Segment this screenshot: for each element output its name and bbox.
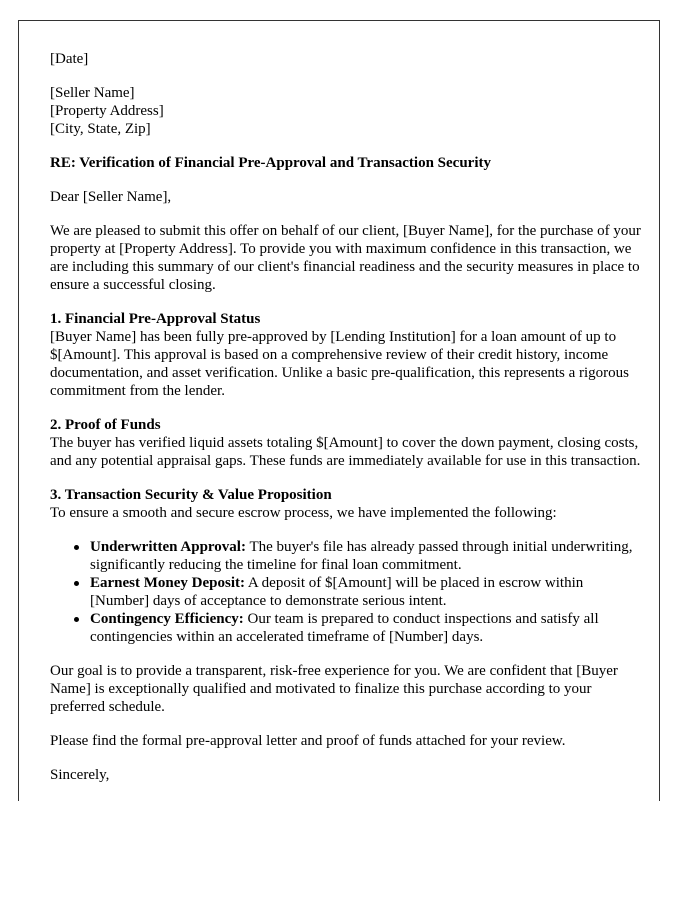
list-item: [90, 610, 645, 646]
section-heading: 3. Transaction Security & Value Proposition: [50, 487, 332, 503]
section-transaction-security: [50, 486, 645, 522]
list-item-title: Earnest Money Deposit:: [90, 575, 245, 591]
security-measures-list: [50, 538, 645, 646]
letter-date: [Date]: [50, 51, 89, 67]
section-body: To ensure a smooth and secure escrow process, we have implemented the following:: [50, 505, 557, 521]
closing: Sincerely,: [50, 767, 110, 783]
section-financial-pre-approval: [50, 310, 645, 400]
attachment-note: Please find the formal pre-approval letter and proof of funds attached for your review.: [50, 733, 566, 749]
recipient-name: [Seller Name]: [50, 85, 135, 101]
section-body: The buyer has verified liquid assets totaling $[Amount] to cover the down payment, closing costs, and any potential appraisal gaps. These funds are immediately available for use in this transaction.: [50, 435, 641, 469]
recipient-block: [50, 84, 645, 138]
list-item: [90, 538, 645, 574]
letter-content: [50, 50, 645, 784]
goal-paragraph: Our goal is to provide a transparent, risk-free experience for you. We are confident that [Buyer Name] is exceptionally qualified and motivated to finalize this purchase according to your preferred schedule.: [50, 663, 618, 715]
subject-line: RE: Verification of Financial Pre-Approval and Transaction Security: [50, 155, 491, 171]
bullet-icon: [74, 581, 79, 586]
bullet-icon: [74, 545, 79, 550]
recipient-address: [Property Address]: [50, 103, 164, 119]
salutation: Dear [Seller Name],: [50, 189, 172, 205]
section-heading: 2. Proof of Funds: [50, 417, 161, 433]
recipient-city-state-zip: [City, State, Zip]: [50, 121, 151, 137]
list-item: [90, 574, 645, 610]
section-heading: 1. Financial Pre-Approval Status: [50, 311, 261, 327]
list-item-title: Contingency Efficiency:: [90, 611, 244, 627]
list-item-title: Underwritten Approval:: [90, 539, 246, 555]
list-item-text: The buyer's file has already passed through initial underwriting, significantly reducing the timeline for final loan commitment.: [90, 539, 633, 573]
list-item-text: Our team is prepared to conduct inspections and satisfy all contingencies within an accelerated timeframe of [Number] days.: [90, 611, 599, 645]
section-body: [Buyer Name] has been fully pre-approved by [Lending Institution] for a loan amount of up to $[Amount]. This approval is based on a comprehensive review of their credit history, income documentation, and asset verification. Unlike a basic pre-qualification, this represents a rigorous commitment from the lender.: [50, 329, 629, 399]
list-item-text: A deposit of $[Amount] will be placed in escrow within [Number] days of acceptance to demonstrate serious intent.: [90, 575, 584, 609]
bullet-icon: [74, 617, 79, 622]
section-proof-of-funds: [50, 416, 645, 470]
intro-paragraph: We are pleased to submit this offer on behalf of our client, [Buyer Name], for the purchase of your property at [Property Address]. To provide you with maximum confidence in this transaction, we are including this summary of our client's financial readiness and the security measures in place to ensure a successful closing.: [50, 223, 641, 293]
letter-page: [18, 20, 660, 801]
